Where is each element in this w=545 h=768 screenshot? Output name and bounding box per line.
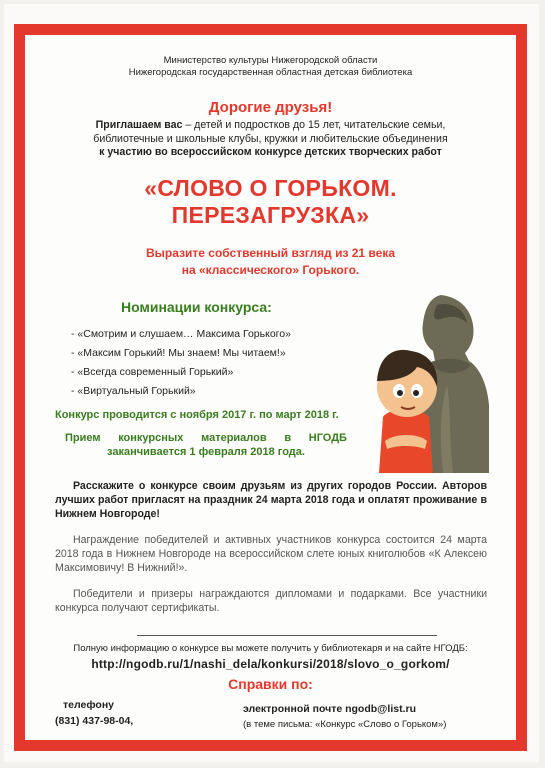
nomination-item: - «Максим Горький! Мы знаем! Мы читаем!» [71, 347, 286, 359]
greeting: Дорогие друзья! [208, 99, 333, 116]
deadline-word: в [284, 432, 292, 444]
deadline-word: конкурсных [118, 432, 184, 444]
nominations-title: Номинации конкурса: [121, 299, 272, 315]
subtitle-line2: на «классического» Горького. [181, 263, 360, 277]
contest-title [25, 175, 516, 229]
email-subject-note: (в теме письма: «Конкурс «Слово о Горьком») [243, 719, 447, 730]
contest-title-line2: ПЕРЕЗАГРУЗКА» [171, 202, 370, 228]
ministry-name: Министерство культуры Нижегородской области [163, 55, 378, 66]
help-title: Справки по: [228, 676, 313, 692]
contest-url-link[interactable]: http://ngodb.ru/1/nashi_dela/konkursi/2018/slovo_o_gorkom/ [91, 657, 450, 671]
red-frame [14, 24, 527, 751]
library-name: Нижегородская государственная областная детская библиотека [128, 67, 413, 78]
invite-line2: библиотечные и школьные клубы, кружки и любительские объединения [93, 132, 448, 145]
deadline-word: Прием [65, 432, 101, 444]
subtitle-line1: Выразите собственный взгляд из 21 века [146, 246, 395, 260]
deadline-date: заканчивается 1 февраля 2018 года. [107, 446, 305, 458]
deadline-word: материалов [201, 432, 267, 444]
phone-label: телефону [63, 699, 114, 711]
flyer-sheet [4, 4, 539, 762]
nomination-item: - «Виртуальный Горький» [71, 385, 196, 397]
contest-title-line1: «СЛОВО О ГОРЬКОМ. [144, 175, 397, 201]
header-organizations [25, 55, 516, 79]
info-text: Полную информацию о конкурсе вы можете получить у библиотекаря и на сайте НГОДБ: [73, 643, 468, 654]
divider-line [137, 635, 437, 636]
contest-dates: Конкурс проводится с ноября 2017 г. по март 2018 г. [55, 409, 339, 421]
invite-lead: Приглашаем вас [95, 119, 183, 131]
phone-number: (831) 437-98-04, [55, 715, 134, 727]
nomination-item: - «Смотрим и слушаем… Максима Горького» [71, 328, 291, 340]
nominations-list [71, 325, 291, 401]
winners-paragraph: Победители и призеры награждаются дипломами и подарками. Все участники конкурса получают сертификаты. [55, 588, 487, 614]
invite-line1: – детей и подростков до 15 лет, читательские семьи, [182, 119, 446, 131]
submission-deadline [65, 431, 347, 459]
tell-friends-paragraph: Расскажите о конкурсе своим друзьям из других городов России. Авторов лучших работ пригласят на праздник 24 марта 2018 года и оплатят проживание в Нижнем Новгороде! [55, 480, 487, 520]
contest-subtitle [25, 245, 516, 279]
gorky-monument-and-boy-illustration [371, 295, 489, 473]
awards-paragraph: Награждение победителей и активных участников конкурса состоится 24 марта 2018 года в Нижнем Новгороде на всероссийском слете юных книголюбов «К Алексею Максимовичу! В Нижний!». [55, 534, 487, 574]
invitation-text [33, 119, 508, 160]
nomination-item: - «Всегда современный Горький» [71, 366, 234, 378]
email-contact[interactable]: электронной почте ngodb@list.ru [243, 703, 416, 715]
flyer-content [25, 35, 516, 740]
invite-line3: к участию во всероссийском конкурсе детских творческих работ [99, 146, 442, 158]
deadline-word: НГОДБ [308, 432, 347, 444]
